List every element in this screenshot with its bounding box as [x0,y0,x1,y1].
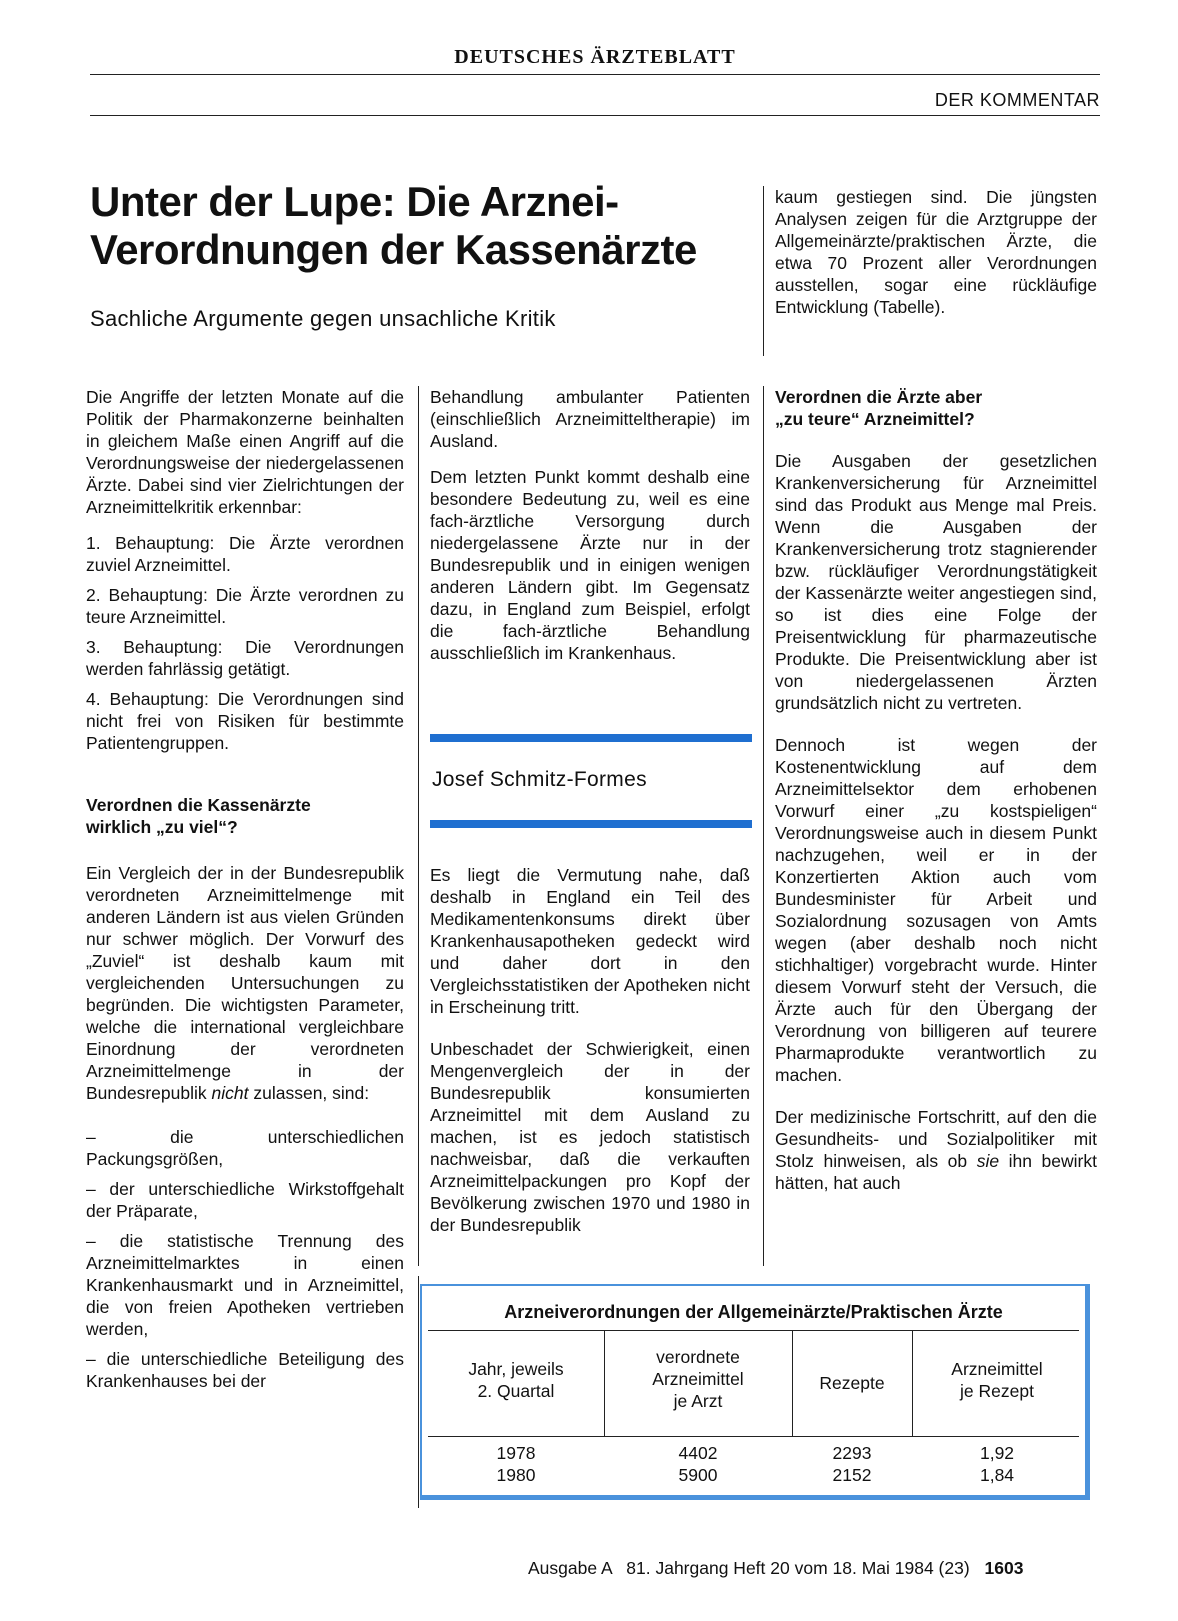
heading-line-1: Verordnen die Kassenärzte [86,795,311,815]
list-item: – die unterschiedlichen Packungsgrößen, [86,1127,404,1169]
table-cell: 2293 [832,1443,872,1463]
header-rule-2 [90,115,1100,116]
heading-line-1: Verordnen die Ärzte aber [775,387,983,407]
header-text: Rezepte [819,1373,885,1393]
header-text: Jahr, jeweils 2. Quartal [468,1359,564,1401]
paragraph: kaum gestiegen sind. Die jüngsten Analysen zeigen für die Arztgruppe der Allgemeinärzte/praktischen Ärzte, die etwa 70 Prozent aller Verordnungen ausstellen, sogar eine rückläufige Entwicklung (Tabelle). [775,187,1097,317]
article-title [90,178,760,274]
title-line-1: Unter der Lupe: Die Arznei- [90,178,619,225]
list-item: – der unterschiedliche Wirkstoffgehalt der Präparate, [86,1179,404,1221]
text-span: zulassen, sind: [253,1083,370,1103]
author-rule-top [430,734,752,742]
column-divider [763,186,764,356]
table-cell: 1978 [496,1443,536,1463]
page-footer [528,1558,1023,1579]
section-heading [86,794,404,838]
table-cell: 5900 [678,1465,718,1485]
table-rule [428,1436,1079,1437]
heading-line-2: „zu teure“ Arzneimittel? [775,409,975,429]
header-text: verordnete Arzneimittel je Arzt [652,1347,744,1411]
section-heading [775,386,1097,430]
column-divider [418,1276,419,1508]
title-line-2: Verordnungen der Kassenärzte [90,226,697,273]
paragraph: Dem letzten Punkt kommt deshalb eine besondere Bedeutung zu, weil es eine fach-ärztliche Versorgung durch niedergelassene Ärzte nur in der Bundesrepublik und in einigen wenigen anderen Ländern gibt. Im Gegensatz dazu, in England zum Beispiel, erfolgt die fach-ärztliche Behandlung ausschließlich im Krankenhaus. [430,467,750,663]
footer-text: Ausgabe A 81. Jahrgang Heft 20 vom 18. Mai 1984 (23) [528,1558,970,1578]
table-header [428,1358,604,1402]
table-cell: 1,84 [979,1465,1015,1485]
page-number: 1603 [984,1558,1024,1578]
column-divider [418,386,419,1266]
data-table [420,1284,1090,1500]
header-rule [90,74,1100,75]
table-cell: 4402 [678,1443,718,1463]
table-header [604,1346,792,1412]
table-cell: 2152 [832,1465,872,1485]
list-item: 4. Behauptung: Die Verordnungen sind nicht frei von Risiken für bestimmte Patientengruppen. [86,689,404,753]
paragraph: Die Angriffe der letzten Monate auf die Politik der Pharmakonzerne beinhalten in gleichem Maße einen Angriff auf die Verordnungsweise der niedergelassenen Ärzte. Dabei sind vier Zielrichtungen der Arzneimittelkritik erkennbar: [86,387,404,517]
table-cell: 1,92 [979,1443,1015,1463]
emphasis: nicht [211,1083,249,1103]
table-header [912,1358,1082,1402]
table-cell: 1980 [496,1465,536,1485]
table-header [792,1372,912,1394]
emphasis: sie [976,1151,1000,1171]
paragraph: Es liegt die Vermutung nahe, daß deshalb in England ein Teil des Medikamentenkonsums direkt über Krankenhausapotheken gedeckt wird und daher dort in den Vergleichsstatistiken der Apotheken nicht in Erscheinung tritt. [430,865,750,1017]
list-item: 1. Behauptung: Die Ärzte verordnen zuviel Arzneimittel. [86,533,404,575]
column-2-continued [430,864,750,1250]
paragraph [86,862,404,1104]
table-title: Arzneiverordnungen der Allgemeinärzte/Praktischen Ärzte [504,1302,1003,1322]
author-rule-bottom [430,820,752,828]
column-1 [86,386,404,1392]
heading-line-2: wirklich „zu viel“? [86,817,238,837]
masthead: DEUTSCHES ÄRZTEBLATT [454,46,736,68]
paragraph: Unbeschadet der Schwierigkeit, einen Mengenvergleich der in der Bundesrepublik konsumierten Arzneimittel mit dem Ausland zu machen, ist es jedoch statistisch nachweisbar, daß die verkauften Arzneimittelpackungen pro Kopf der Bevölkerung zwischen 1970 und 1980 in der Bundesrepublik [430,1039,750,1235]
column-3 [775,386,1097,1208]
column-3-top [775,186,1097,332]
paragraph: Die Ausgaben der gesetzlichen Krankenversicherung für Arzneimittel sind das Produkt aus Menge mal Preis. Wenn die Ausgaben der Krankenversicherung trotz stagnierender bzw. rückläufiger Verordnungstätigkeit der Kassenärzte weiter angestiegen sind, so ist dies eine Folge der Preisentwicklung für pharmazeutische Produkte. Die Preisentwicklung aber ist von niedergelassenen Ärzten grundsätzlich nicht zu vertreten. [775,451,1097,713]
text-span: Der medizinische Fortschritt, auf den die Gesundheits- und Sozialpolitiker mit Stolz hinweisen, als ob [775,1107,1097,1171]
list-item: 2. Behauptung: Die Ärzte verordnen zu teure Arzneimittel. [86,585,404,627]
paragraph [775,1106,1097,1194]
article-subtitle: Sachliche Argumente gegen unsachliche Kritik [90,306,556,331]
list-item: – die unterschiedliche Beteiligung des Krankenhauses bei der [86,1349,404,1391]
column-2 [430,386,750,678]
table-rule [428,1330,1079,1331]
text-span: ihn bewirkt hätten, hat auch [775,1151,1097,1193]
column-divider [763,386,764,1266]
list-item: – die statistische Trennung des Arzneimittelmarktes in einen Krankenhausmarkt und in Arzneimittel, die von freien Apotheken vertrieben werden, [86,1231,404,1339]
list-item: 3. Behauptung: Die Verordnungen werden fahrlässig getätigt. [86,637,404,679]
author-name: Josef Schmitz-Formes [432,768,647,791]
paragraph: Behandlung ambulanter Patienten (einschließlich Arzneimitteltherapie) im Ausland. [430,387,750,451]
text-span: Ein Vergleich der in der Bundesrepublik verordneten Arzneimittelmenge mit anderen Ländern ist aus vielen Gründen nur schwer möglich. Der Vorwurf des „Zuviel“ ist deshalb kaum mit vergleichenden Untersuchungen zu begründen. Die wichtigsten Parameter, welche die international vergleichbare Einordnung der verordneten Arzneimittelmenge in der Bundesrepublik [86,863,404,1103]
header-text: Arzneimittel je Rezept [951,1359,1043,1401]
paragraph: Dennoch ist wegen der Kostenentwicklung auf dem Arzneimittelsektor dem erhobenen Vorwurf einer „zu kostspieligen“ Verordnungsweise auch in diesem Punkt nachzugehen, weil er in der Konzertierten Aktion auch vom Bundesminister für Arbeit und Sozialordnung sozusagen von Amts wegen (aber deshalb noch nicht stichhaltiger) vorgebracht wurde. Hinter diesem Vorwurf steht der Versuch, die Ärzte auch für den Übergang der Verordnung von billigeren auf teurere Pharmaprodukte verantwortlich zu machen. [775,735,1097,1085]
section-label: DER KOMMENTAR [934,90,1100,110]
